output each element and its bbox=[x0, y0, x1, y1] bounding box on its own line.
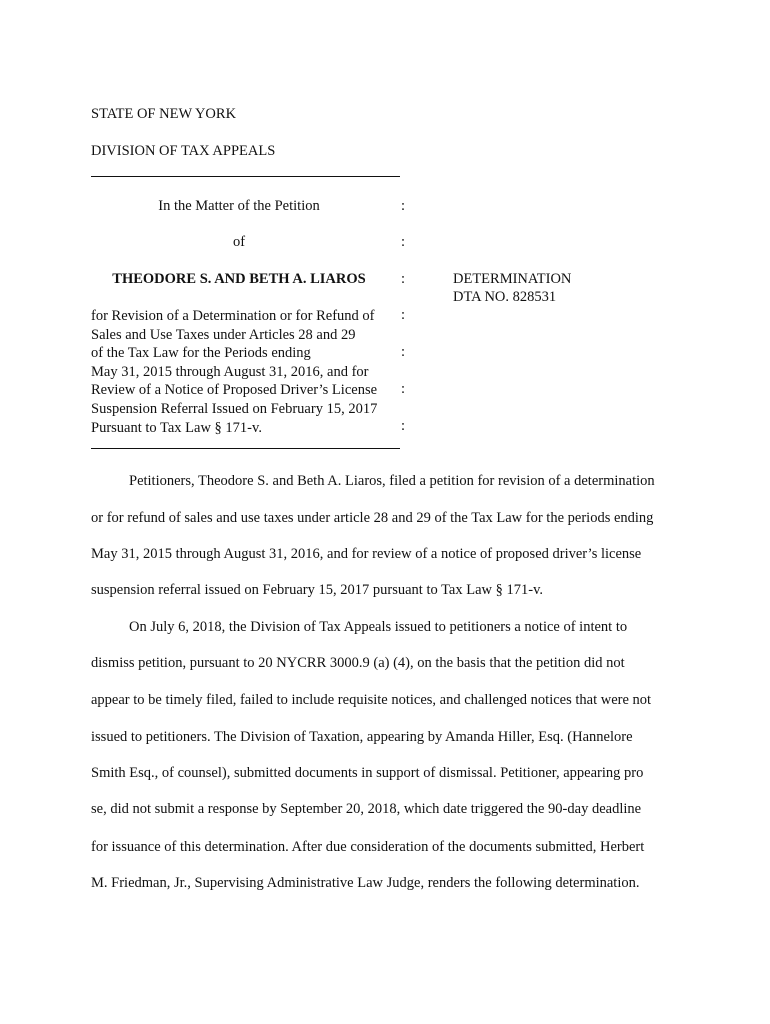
caption-bottom-rule bbox=[91, 448, 400, 449]
body-line: Petitioners, Theodore S. and Beth A. Liaros, filed a petition for revision of a determination bbox=[129, 473, 655, 489]
caption-colon: : bbox=[401, 198, 406, 214]
caption-colon: : bbox=[401, 234, 406, 250]
caption-description-line: Pursuant to Tax Law § 171-v. bbox=[91, 419, 262, 436]
state-heading: STATE OF NEW YORK bbox=[91, 106, 237, 122]
caption-description-line: Sales and Use Taxes under Articles 28 and 29 bbox=[91, 326, 356, 343]
determination-label: DETERMINATION bbox=[453, 271, 572, 287]
caption-colon: : bbox=[401, 344, 406, 360]
caption-description-line: Review of a Notice of Proposed Driver’s License bbox=[91, 382, 378, 399]
body-line: issued to petitioners. The Division of Taxation, appearing by Amanda Hiller, Esq. (Hannelore bbox=[91, 729, 633, 745]
caption-top-rule bbox=[91, 176, 400, 177]
caption-colon: : bbox=[401, 271, 406, 287]
caption-description-line: May 31, 2015 through August 31, 2016, and for bbox=[91, 363, 369, 380]
caption-description-line: Suspension Referral Issued on February 15, 2017 bbox=[91, 400, 378, 417]
caption-description-line: of the Tax Law for the Periods ending bbox=[91, 345, 311, 362]
body-line: On July 6, 2018, the Division of Tax Appeals issued to petitioners a notice of intent to bbox=[129, 619, 628, 635]
caption-colon: : bbox=[401, 418, 406, 434]
body-line: May 31, 2015 through August 31, 2016, and for review of a notice of proposed driver’s license bbox=[91, 546, 642, 562]
body-line: appear to be timely filed, failed to include requisite notices, and challenged notices that were not bbox=[91, 692, 652, 708]
caption-colon: : bbox=[401, 307, 406, 323]
division-heading: DIVISION OF TAX APPEALS bbox=[91, 143, 276, 159]
caption-colon: : bbox=[401, 381, 406, 397]
caption-description-line: for Revision of a Determination or for Refund of bbox=[91, 308, 375, 324]
body-line: Smith Esq., of counsel), submitted documents in support of dismissal. Petitioner, appearing pro bbox=[91, 765, 644, 781]
caption-of: of bbox=[232, 234, 246, 250]
body-line: se, did not submit a response by September 20, 2018, which date triggered the 90-day deadline bbox=[91, 801, 642, 817]
caption-description bbox=[91, 307, 387, 437]
caption-petitioners: THEODORE S. AND BETH A. LIAROS bbox=[112, 271, 366, 287]
body-line: suspension referral issued on February 15, 2017 pursuant to Tax Law § 171-v. bbox=[91, 582, 544, 598]
body-line: for issuance of this determination. After due consideration of the documents submitted, Herbert bbox=[91, 839, 645, 855]
body-line: or for refund of sales and use taxes under article 28 and 29 of the Tax Law for the periods ending bbox=[91, 510, 654, 526]
dta-number: DTA NO. 828531 bbox=[453, 289, 557, 305]
body-line: M. Friedman, Jr., Supervising Administrative Law Judge, renders the following determination. bbox=[91, 875, 640, 891]
caption-matter: In the Matter of the Petition bbox=[158, 198, 320, 214]
body-line: dismiss petition, pursuant to 20 NYCRR 3000.9 (a) (4), on the basis that the petition did not bbox=[91, 655, 625, 671]
